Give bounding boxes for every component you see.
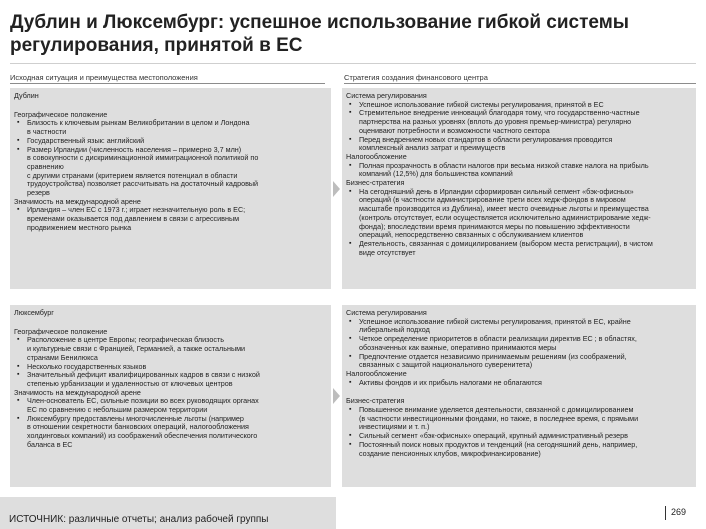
page-title-line-1: Дублин и Люксембург: успешное использование гибкой системы: [10, 12, 630, 33]
dublin-situation-panel: [10, 88, 331, 289]
left-column-header-text: Исходная ситуация и преимущества местоположения: [10, 73, 198, 82]
bullet-item: ▪ Четкое определение приоритетов в области реализации директив ЕС ; в областях,: [346, 335, 693, 344]
section-heading: Бизнес-стратегия: [346, 178, 405, 188]
dublin-strategy-panel: [342, 88, 696, 289]
bullet-item: ▪ Успешное использование гибкой системы регулирования, принятой в ЕС, крайне: [346, 318, 693, 327]
text-line: и культурные связи с Францией, Германией, а также остальными: [27, 344, 246, 354]
section-heading: Налогообложение: [346, 151, 407, 161]
page-number-divider: [665, 506, 666, 520]
section-heading: Система регулирования: [346, 91, 427, 100]
bullet-item: ▪ Расположение в центре Европы; географическая близость: [14, 336, 328, 345]
text-line: (контроль отсутствует, если осуществляется исключительно администрирование хедж-: [359, 212, 651, 222]
text-line: в частности: [27, 127, 67, 137]
section-heading: Географическое положение: [14, 326, 108, 336]
bullet-item: ▪ Значительный дефицит квалифицированных кадров в связи с низкой: [14, 371, 328, 380]
bullet-item: ▪ Размер Ирландии (численность населения – примерно 3,7 млн): [14, 146, 328, 155]
text-line: либеральный подход: [359, 325, 430, 335]
bullet-item: ▪ Люксембургу предоставлены многочисленные льготы (например: [14, 415, 328, 424]
text-line: компаний (12,5%) для большинства компаний: [359, 169, 513, 179]
dublin-situation-text: [14, 92, 328, 233]
text-line: операций, непосредственно связанных с обслуживанием клиентов: [359, 230, 584, 240]
text-line: степенью урбанизации и удаленностью от ключевых центров: [27, 378, 233, 388]
section-heading: Значимость на международной арене: [14, 196, 141, 206]
section-heading: Дублин: [14, 91, 39, 100]
text-line: создание пенсионных клубов, микрофинансирование): [359, 448, 541, 458]
text-line: продвижением местного рынка: [27, 222, 132, 232]
dublin-arrow: [333, 181, 340, 197]
text-line: комплексный анализ затрат и преимуществ: [359, 143, 506, 153]
right-column-underline: [344, 83, 696, 84]
title-divider: [10, 63, 696, 64]
text-line: связанных с защитой национального суверенитета): [359, 360, 533, 370]
section-heading: Значимость на международной арене: [14, 387, 141, 397]
section-heading: Географическое положение: [14, 109, 108, 119]
page-number: 269: [671, 507, 687, 517]
bullet-item: ▪ Несколько государственных языков: [14, 363, 328, 372]
bullet-item: ▪ Сильный сегмент «бэк-офисных» операций, крупный административный резерв: [346, 432, 693, 441]
text-line: баланса в ЕС: [27, 439, 73, 449]
bullet-item: ▪ Стремительное внедрение инноваций благодаря тому, что государственно-частные: [346, 109, 693, 118]
bullet-item: ▪ Близость к ключевым рынкам Великобритании в целом и Лондона: [14, 119, 328, 128]
luxembourg-strategy-panel: [342, 305, 696, 487]
text-line: ЕС по сравнению с небольшим размером территории: [27, 405, 208, 415]
text-line: трудоустройства) позволяет рассчитывать на достаточный кадровый: [27, 179, 259, 189]
source-text: ИСТОЧНИК: различные отчеты; анализ рабочей группы: [9, 514, 269, 525]
bullet-item: ▪ Успешное использование гибкой системы регулирования, принятой в ЕС: [346, 101, 693, 110]
bullet-item: ▪ Член-основатель ЕС, сильные позиции во всех руководящих органах: [14, 397, 328, 406]
source-note: [0, 497, 336, 529]
text-line: партнерства на разных уровнях (вплоть до уровня премьер-министра) регулярно: [359, 117, 632, 127]
text-line: странами Бенилюкса: [27, 352, 98, 362]
text-line: холдинговых компаний) из соображений обеспечения политического: [27, 431, 258, 441]
right-column-header: [344, 73, 488, 82]
text-line: операций (в частности администрирование трети всех хедж-фондов в мировом: [359, 195, 626, 205]
luxembourg-strategy-text: [346, 309, 693, 458]
text-line: с другими странами (критерием является потенциал в области: [27, 170, 238, 180]
bullet-item: ▪ Постоянный поиск новых продуктов и тенденций (на сегодняшний день, например,: [346, 441, 693, 450]
luxembourg-situation-panel: [10, 305, 331, 487]
text-line: резерв: [27, 188, 50, 198]
bullet-item: ▪ Полная прозрачность в области налогов при весьма низкой ставке налога на прибыль: [346, 162, 693, 171]
right-column-header-text: Стратегия создания финансового центра: [344, 73, 488, 82]
section-heading: Люксембург: [14, 308, 54, 317]
page-title-line-2: регулирования, принятой в ЕС: [10, 35, 303, 56]
section-heading: Налогообложение: [346, 368, 407, 378]
text-line: виде отсутствует: [359, 247, 416, 257]
text-line: в совокупности с дискриминационной иммиграционной политикой по: [27, 153, 259, 163]
bullet-item: ▪ Перед внедрением новых стандартов в области регулирования проводится: [346, 136, 693, 145]
text-line: обозначенных как важные, оперативно принимаются меры: [359, 342, 557, 352]
text-line: временами оказывается под давлением в связи с агрессивным: [27, 214, 240, 224]
bullet-item: ▪ На сегодняшний день в Ирландии сформирован сильный сегмент «бэк-офисных»: [346, 188, 693, 197]
text-line: инвестициями и т. п.): [359, 422, 430, 432]
page-title: [10, 11, 690, 57]
bullet-item: ▪ Активы фондов и их прибыль налогами не облагаются: [346, 379, 693, 388]
left-column-header: [10, 73, 198, 82]
text-line: в отношении секретности банковских операций, налогообложения: [27, 422, 249, 432]
bullet-item: ▪ Ирландия – член ЕС с 1973 г.; играет незначительную роль в ЕС;: [14, 206, 328, 215]
luxembourg-situation-text: [14, 309, 328, 450]
text-line: оценивают потребности и возможности частного сектора: [359, 125, 550, 135]
bullet-item: ▪ Государственный язык: английский: [14, 137, 328, 146]
text-line: фонда); впоследствии время принимаются меры по повышению эффективности: [359, 221, 630, 231]
bullet-item: ▪ Предпочтение отдается независимо принимаемым решениям (из соображений,: [346, 353, 693, 362]
left-column-underline: [10, 83, 325, 84]
text-line: масштабе производится из Дублина), имеет место очевидные льготы и преимущества: [359, 204, 649, 214]
text-line: сравнению: [27, 161, 64, 171]
dublin-strategy-text: [346, 92, 693, 257]
section-heading: Система регулирования: [346, 308, 427, 317]
luxembourg-arrow: [333, 388, 340, 404]
bullet-item: ▪ Деятельность, связанная с домицилированием (выбором места регистрации), в чистом: [346, 240, 693, 249]
text-line: (в частности инвестиционными фондами, но также, в последнее время, с прямыми: [359, 413, 639, 423]
section-heading: Бизнес-стратегия: [346, 396, 405, 406]
bullet-item: ▪ Повышенное внимание уделяется деятельности, связанной с домицилированием: [346, 406, 693, 415]
